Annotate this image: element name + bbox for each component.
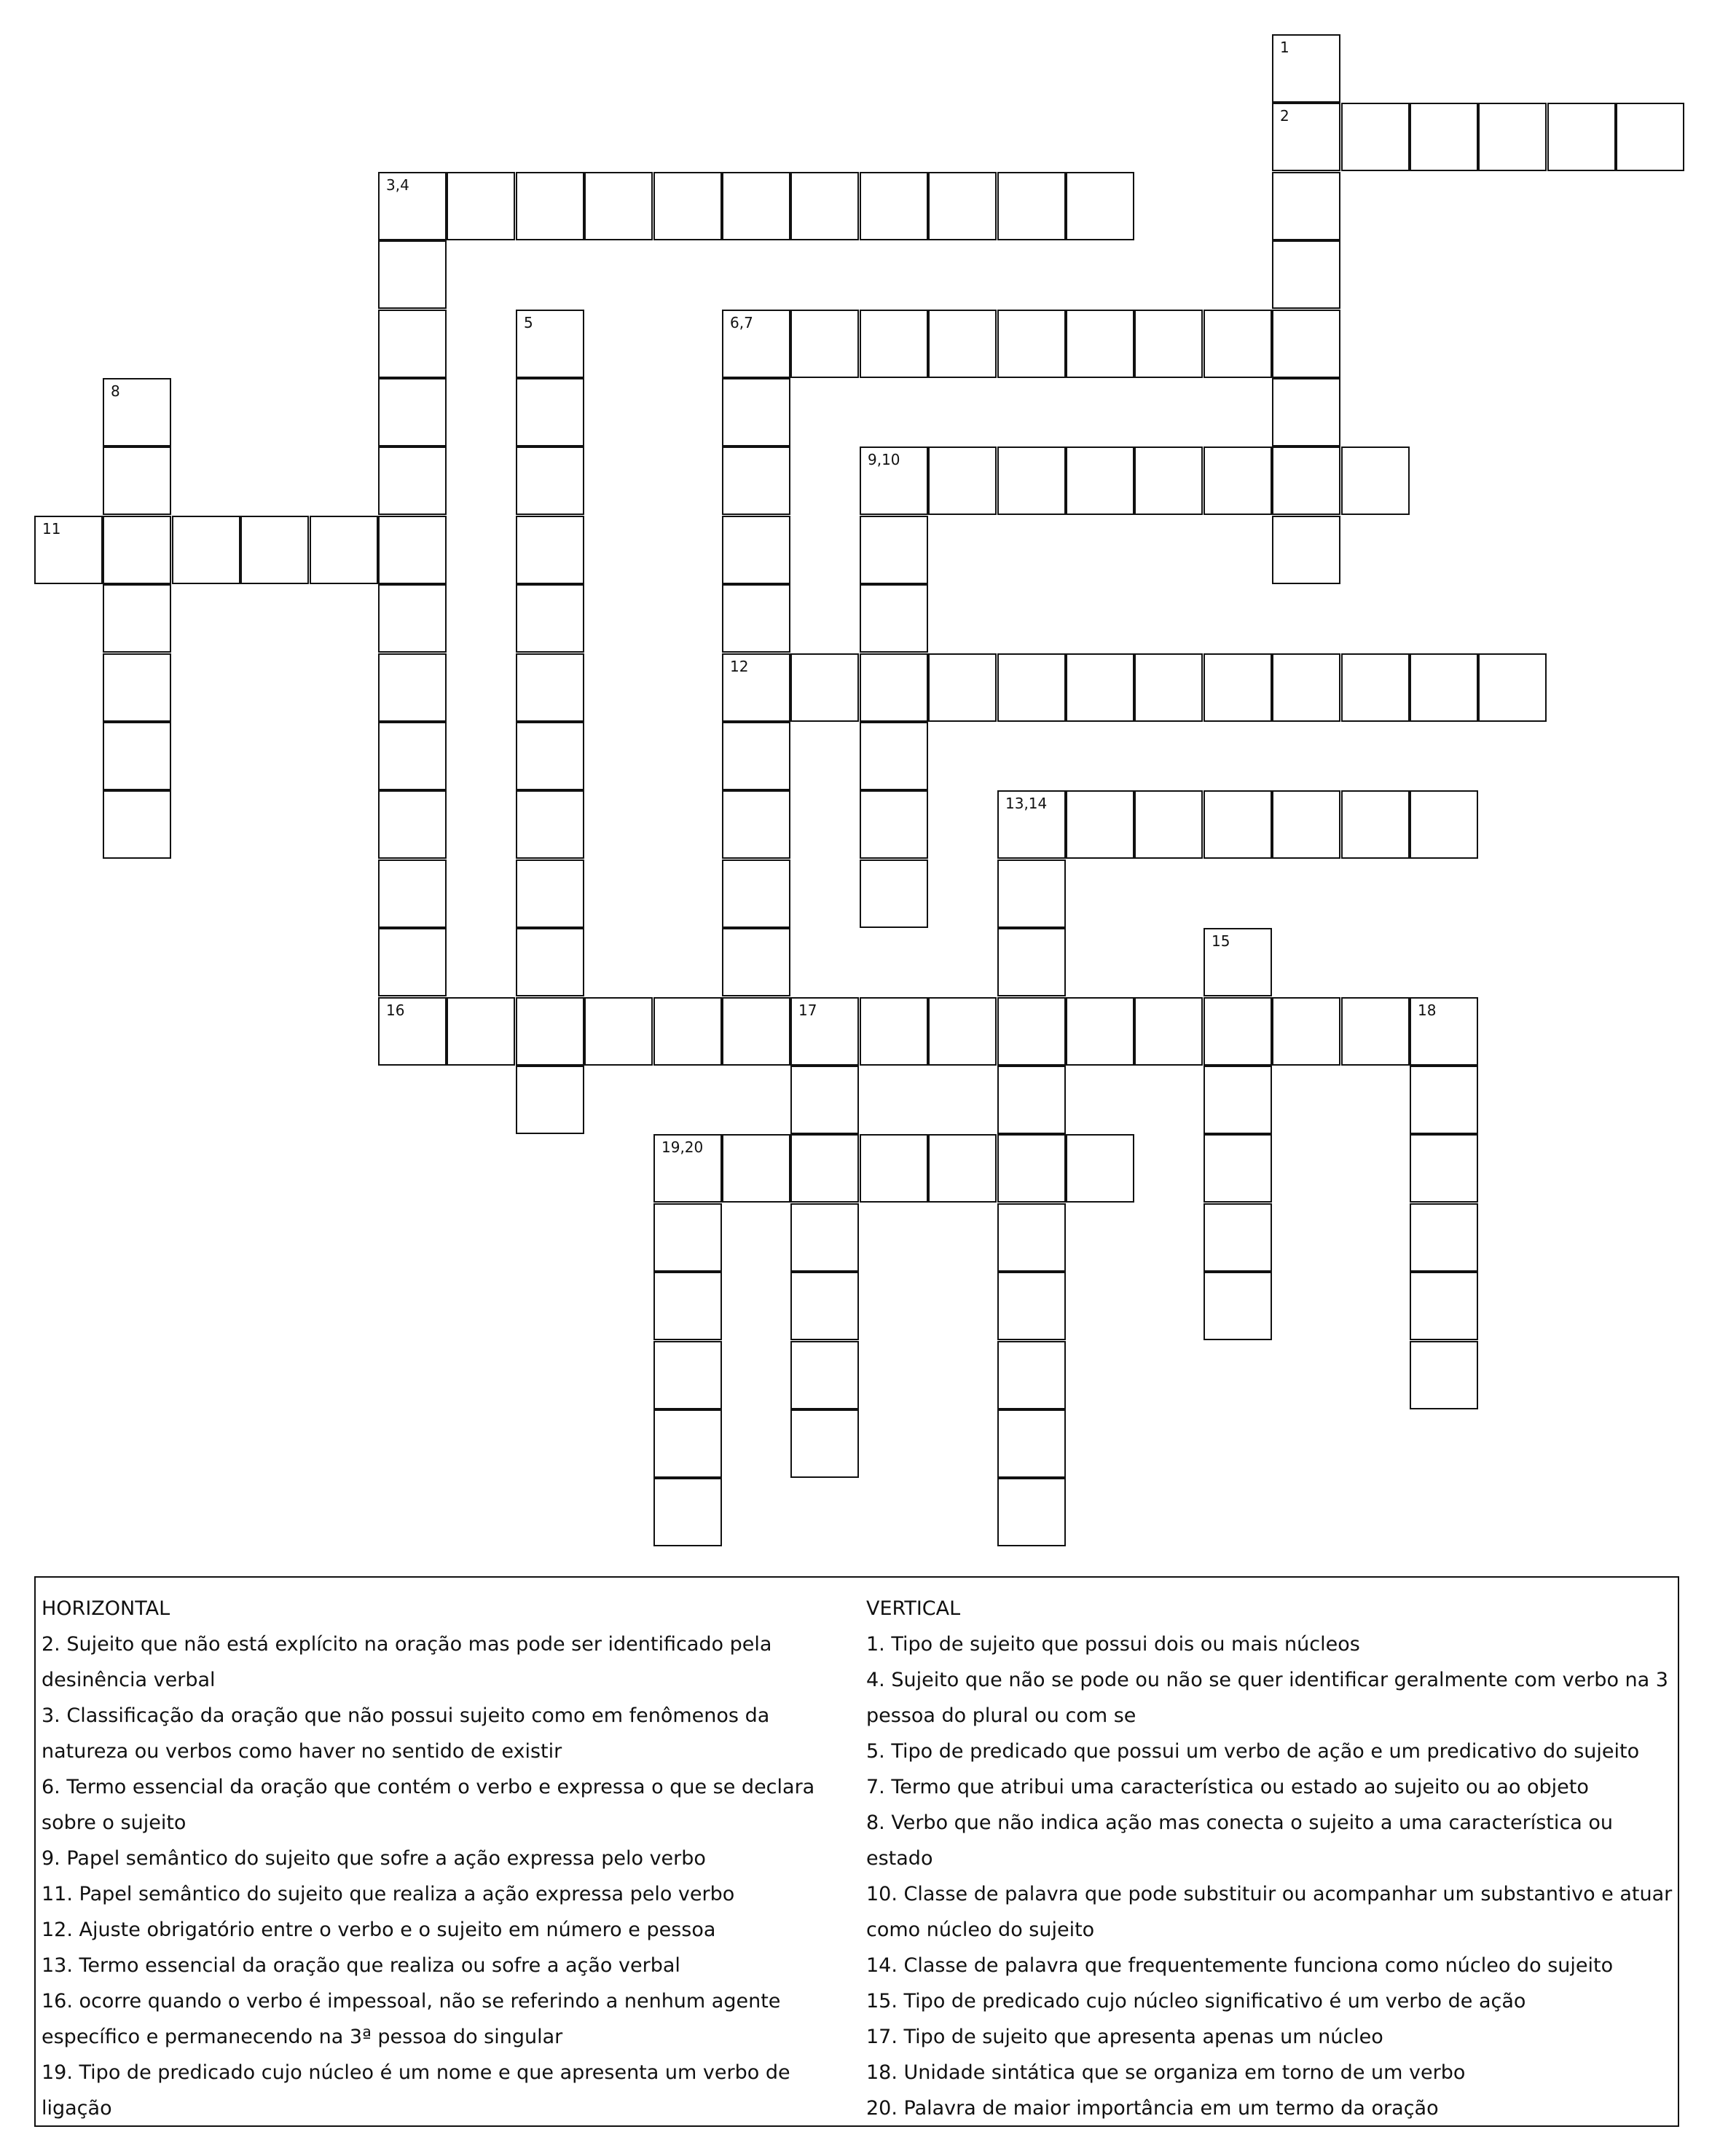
crossword-cell[interactable] bbox=[378, 516, 447, 584]
crossword-cell[interactable] bbox=[516, 790, 584, 859]
crossword-cell[interactable] bbox=[1410, 103, 1478, 171]
crossword-cell[interactable] bbox=[1203, 928, 1272, 996]
crossword-cell[interactable] bbox=[722, 310, 790, 378]
horizontal-clue: 11. Papel semântico do sujeito que realiza a ação expressa pelo verbo bbox=[42, 1883, 735, 1905]
crossword-cell[interactable] bbox=[997, 172, 1066, 240]
crossword-cell[interactable] bbox=[860, 446, 928, 515]
clue-number: 18 bbox=[1418, 1002, 1437, 1019]
crossword-cell[interactable] bbox=[1203, 997, 1272, 1066]
crossword-cell[interactable] bbox=[722, 584, 790, 653]
crossword-cell[interactable] bbox=[1272, 103, 1340, 171]
crossword-cell[interactable] bbox=[653, 1409, 722, 1478]
clue-list bbox=[34, 1576, 1679, 2127]
crossword-cell[interactable] bbox=[1134, 310, 1203, 378]
crossword-cell[interactable] bbox=[447, 997, 515, 1066]
crossword-cell[interactable] bbox=[516, 997, 584, 1066]
clue-number: 13,14 bbox=[1005, 795, 1048, 812]
crossword-cell[interactable] bbox=[722, 516, 790, 584]
crossword-cell[interactable] bbox=[1341, 446, 1410, 515]
horizontal-clue: 3. Classificação da oração que não possui sujeito como em fenômenos da natureza ou verbos como haver no sentido de existir bbox=[42, 1704, 770, 1763]
crossword-cell[interactable] bbox=[447, 172, 515, 240]
vertical-heading: VERTICAL bbox=[866, 1597, 961, 1620]
crossword-cell[interactable] bbox=[860, 790, 928, 859]
crossword-cell[interactable] bbox=[1341, 653, 1410, 722]
crossword-cell[interactable] bbox=[1478, 103, 1547, 171]
vertical-clue: 5. Tipo de predicado que possui um verbo de ação e um predicativo do sujeito bbox=[866, 1740, 1640, 1763]
crossword-cell[interactable] bbox=[790, 1409, 859, 1478]
crossword-cell[interactable] bbox=[103, 653, 171, 722]
crossword-cell[interactable] bbox=[653, 172, 722, 240]
crossword-cell[interactable] bbox=[790, 310, 859, 378]
crossword-cell[interactable] bbox=[722, 928, 790, 996]
crossword-cell[interactable] bbox=[860, 997, 928, 1066]
crossword-cell[interactable] bbox=[378, 240, 447, 309]
vertical-clue: 7. Termo que atribui uma característica ou estado ao sujeito ou ao objeto bbox=[866, 1776, 1589, 1798]
crossword-cell[interactable] bbox=[722, 790, 790, 859]
clue-number: 16 bbox=[386, 1002, 405, 1019]
crossword-cell[interactable] bbox=[928, 172, 997, 240]
crossword-cell[interactable] bbox=[378, 310, 447, 378]
crossword-cell[interactable] bbox=[378, 722, 447, 790]
crossword-cell[interactable] bbox=[1272, 516, 1340, 584]
crossword-cell[interactable] bbox=[378, 790, 447, 859]
clue-number: 2 bbox=[1280, 107, 1289, 125]
crossword-cell[interactable] bbox=[860, 859, 928, 928]
crossword-cell[interactable] bbox=[860, 1134, 928, 1203]
crossword-cell[interactable] bbox=[1616, 103, 1684, 171]
crossword-cell[interactable] bbox=[378, 584, 447, 653]
crossword-cell[interactable] bbox=[1272, 240, 1340, 309]
crossword-cell[interactable] bbox=[378, 859, 447, 928]
crossword-cell[interactable] bbox=[997, 1341, 1066, 1409]
crossword-cell[interactable] bbox=[1203, 1203, 1272, 1272]
crossword-cell[interactable] bbox=[516, 1066, 584, 1134]
horizontal-clue: 2. Sujeito que não está explícito na oração mas pode ser identificado pela desinência verbal bbox=[42, 1633, 772, 1691]
vertical-clues bbox=[866, 1591, 1675, 2126]
clue-number: 5 bbox=[524, 314, 533, 331]
crossword-cell[interactable] bbox=[1203, 310, 1272, 378]
crossword-cell[interactable] bbox=[1203, 1272, 1272, 1340]
crossword-cell[interactable] bbox=[103, 790, 171, 859]
crossword-cell[interactable] bbox=[1478, 653, 1547, 722]
crossword-cell[interactable] bbox=[103, 446, 171, 515]
crossword-cell[interactable] bbox=[860, 516, 928, 584]
crossword-cell[interactable] bbox=[1066, 446, 1134, 515]
crossword-cell[interactable] bbox=[928, 310, 997, 378]
crossword-cell[interactable] bbox=[928, 446, 997, 515]
crossword-cell[interactable] bbox=[1272, 446, 1340, 515]
crossword-cell[interactable] bbox=[378, 928, 447, 996]
clue-number: 9,10 bbox=[868, 451, 900, 468]
crossword-cell[interactable] bbox=[1410, 790, 1478, 859]
crossword-cell[interactable] bbox=[653, 997, 722, 1066]
vertical-clue: 20. Palavra de maior importância em um termo da oração bbox=[866, 2097, 1439, 2120]
crossword-cell[interactable] bbox=[722, 172, 790, 240]
crossword-cell[interactable] bbox=[722, 378, 790, 446]
crossword-cell[interactable] bbox=[1203, 1066, 1272, 1134]
crossword-cell[interactable] bbox=[378, 446, 447, 515]
crossword-cell[interactable] bbox=[378, 172, 447, 240]
clue-number: 8 bbox=[111, 382, 120, 400]
crossword-cell[interactable] bbox=[1341, 790, 1410, 859]
horizontal-clue: 12. Ajuste obrigatório entre o verbo e o sujeito em número e pessoa bbox=[42, 1919, 716, 1941]
vertical-clue: 18. Unidade sintática que se organiza em torno de um verbo bbox=[866, 2061, 1466, 2084]
crossword-cell[interactable] bbox=[997, 997, 1066, 1066]
crossword-cell[interactable] bbox=[860, 653, 928, 722]
crossword-cell[interactable] bbox=[1134, 446, 1203, 515]
crossword-cell[interactable] bbox=[1272, 34, 1340, 103]
clue-number: 11 bbox=[42, 520, 61, 538]
vertical-clue: 4. Sujeito que não se pode ou não se quer identificar geralmente com verbo na 3 pessoa do plural ou com se bbox=[866, 1669, 1668, 1727]
crossword-cell[interactable] bbox=[860, 172, 928, 240]
crossword-cell[interactable] bbox=[1066, 653, 1134, 722]
vertical-clue: 10. Classe de palavra que pode substituir ou acompanhar um substantivo e atuar como núcleo do sujeito bbox=[866, 1883, 1673, 1941]
vertical-clue: 14. Classe de palavra que frequentemente funciona como núcleo do sujeito bbox=[866, 1954, 1614, 1977]
crossword-cell[interactable] bbox=[516, 928, 584, 996]
vertical-clue: 1. Tipo de sujeito que possui dois ou mais núcleos bbox=[866, 1633, 1360, 1656]
crossword-cell[interactable] bbox=[1134, 653, 1203, 722]
crossword-cell[interactable] bbox=[722, 446, 790, 515]
crossword-cell[interactable] bbox=[1203, 1134, 1272, 1203]
clue-number: 1 bbox=[1280, 39, 1289, 56]
crossword-cell[interactable] bbox=[1410, 1203, 1478, 1272]
crossword-cell[interactable] bbox=[997, 1409, 1066, 1478]
crossword-cell[interactable] bbox=[997, 310, 1066, 378]
crossword-cell[interactable] bbox=[653, 1341, 722, 1409]
crossword-cell[interactable] bbox=[1547, 103, 1616, 171]
crossword-cell[interactable] bbox=[1066, 310, 1134, 378]
crossword-cell[interactable] bbox=[860, 722, 928, 790]
crossword-cell[interactable] bbox=[1410, 997, 1478, 1066]
crossword-cell[interactable] bbox=[1066, 997, 1134, 1066]
crossword-cell[interactable] bbox=[928, 653, 997, 722]
crossword-cell[interactable] bbox=[584, 997, 653, 1066]
crossword-cell[interactable] bbox=[790, 172, 859, 240]
crossword-cell[interactable] bbox=[860, 584, 928, 653]
crossword-cell[interactable] bbox=[584, 172, 653, 240]
crossword-cell[interactable] bbox=[1272, 653, 1340, 722]
horizontal-clue: 16. ocorre quando o verbo é impessoal, não se referindo a nenhum agente específico e permanecendo na 3ª pessoa do singular bbox=[42, 1990, 781, 2048]
crossword-cell[interactable] bbox=[1341, 103, 1410, 171]
crossword-cell[interactable] bbox=[997, 1203, 1066, 1272]
crossword-cell[interactable] bbox=[378, 653, 447, 722]
crossword-cell[interactable] bbox=[790, 1203, 859, 1272]
crossword-cell[interactable] bbox=[516, 653, 584, 722]
crossword-cell[interactable] bbox=[103, 378, 171, 446]
crossword-cell[interactable] bbox=[997, 859, 1066, 928]
crossword-cell[interactable] bbox=[653, 1134, 722, 1203]
crossword-cell[interactable] bbox=[997, 790, 1066, 859]
crossword-cell[interactable] bbox=[1134, 997, 1203, 1066]
crossword-cell[interactable] bbox=[997, 1478, 1066, 1546]
crossword-cell[interactable] bbox=[1203, 653, 1272, 722]
crossword-cell[interactable] bbox=[516, 584, 584, 653]
crossword-cell[interactable] bbox=[790, 997, 859, 1066]
crossword-cell[interactable] bbox=[722, 997, 790, 1066]
horizontal-clues bbox=[42, 1591, 857, 2126]
crossword-cell[interactable] bbox=[1272, 172, 1340, 240]
crossword-cell[interactable] bbox=[1272, 378, 1340, 446]
crossword-cell[interactable] bbox=[997, 446, 1066, 515]
crossword-cell[interactable] bbox=[1203, 446, 1272, 515]
crossword-cell[interactable] bbox=[1203, 790, 1272, 859]
crossword-cell[interactable] bbox=[997, 653, 1066, 722]
crossword-cell[interactable] bbox=[103, 722, 171, 790]
horizontal-clue: 9. Papel semântico do sujeito que sofre a ação expressa pelo verbo bbox=[42, 1847, 706, 1870]
horizontal-heading: HORIZONTAL bbox=[42, 1597, 170, 1620]
horizontal-clue: 13. Termo essencial da oração que realiza ou sofre a ação verbal bbox=[42, 1954, 680, 1977]
crossword-cell[interactable] bbox=[1066, 172, 1134, 240]
crossword-cell[interactable] bbox=[516, 378, 584, 446]
crossword-cell[interactable] bbox=[722, 722, 790, 790]
crossword-cell[interactable] bbox=[790, 1134, 859, 1203]
crossword-cell[interactable] bbox=[790, 1066, 859, 1134]
crossword-cell[interactable] bbox=[1066, 1134, 1134, 1203]
crossword-cell[interactable] bbox=[240, 516, 309, 584]
crossword-cell[interactable] bbox=[172, 516, 240, 584]
crossword-cell[interactable] bbox=[997, 1134, 1066, 1203]
clue-number: 17 bbox=[798, 1002, 817, 1019]
clue-number: 6,7 bbox=[730, 314, 753, 331]
vertical-clue: 15. Tipo de predicado cujo núcleo significativo é um verbo de ação bbox=[866, 1990, 1526, 2013]
crossword-cell[interactable] bbox=[378, 378, 447, 446]
horizontal-clue: 19. Tipo de predicado cujo núcleo é um nome e que apresenta um verbo de ligação bbox=[42, 2061, 790, 2120]
horizontal-clue: 6. Termo essencial da oração que contém o verbo e expressa o que se declara sobre o sujeito bbox=[42, 1776, 815, 1834]
crossword-cell[interactable] bbox=[516, 516, 584, 584]
clue-number: 12 bbox=[730, 658, 749, 675]
crossword-cell[interactable] bbox=[722, 653, 790, 722]
crossword-cell[interactable] bbox=[928, 1134, 997, 1203]
clue-number: 19,20 bbox=[661, 1138, 704, 1156]
crossword-cell[interactable] bbox=[1410, 1341, 1478, 1409]
crossword-cell[interactable] bbox=[516, 859, 584, 928]
clue-number: 3,4 bbox=[386, 176, 409, 194]
crossword-cell[interactable] bbox=[1272, 310, 1340, 378]
crossword-cell[interactable] bbox=[103, 516, 171, 584]
crossword-cell[interactable] bbox=[997, 1066, 1066, 1134]
crossword-cell[interactable] bbox=[516, 310, 584, 378]
crossword-cell[interactable] bbox=[1410, 1066, 1478, 1134]
crossword-cell[interactable] bbox=[310, 516, 378, 584]
crossword-cell[interactable] bbox=[1410, 653, 1478, 722]
crossword-cell[interactable] bbox=[653, 1272, 722, 1340]
crossword-cell[interactable] bbox=[722, 1134, 790, 1203]
crossword-cell[interactable] bbox=[516, 722, 584, 790]
crossword-cell[interactable] bbox=[860, 310, 928, 378]
crossword-cell[interactable] bbox=[34, 516, 103, 584]
crossword-cell[interactable] bbox=[997, 928, 1066, 996]
vertical-clue: 8. Verbo que não indica ação mas conecta o sujeito a uma característica ou estado bbox=[866, 1811, 1613, 1870]
vertical-clue: 17. Tipo de sujeito que apresenta apenas um núcleo bbox=[866, 2026, 1383, 2048]
clue-number: 15 bbox=[1212, 932, 1230, 950]
crossword-cell[interactable] bbox=[103, 584, 171, 653]
crossword-cell[interactable] bbox=[653, 1478, 722, 1546]
crossword-cell[interactable] bbox=[1272, 997, 1340, 1066]
crossword-cell[interactable] bbox=[1272, 790, 1340, 859]
crossword-cell[interactable] bbox=[516, 172, 584, 240]
crossword-cell[interactable] bbox=[653, 1203, 722, 1272]
crossword-cell[interactable] bbox=[1134, 790, 1203, 859]
crossword-cell[interactable] bbox=[1341, 997, 1410, 1066]
crossword-cell[interactable] bbox=[722, 859, 790, 928]
crossword-cell[interactable] bbox=[1066, 790, 1134, 859]
crossword-cell[interactable] bbox=[790, 653, 859, 722]
crossword-cell[interactable] bbox=[1410, 1134, 1478, 1203]
crossword-cell[interactable] bbox=[928, 997, 997, 1066]
crossword-cell[interactable] bbox=[790, 1272, 859, 1340]
crossword-cell[interactable] bbox=[1410, 1272, 1478, 1340]
crossword-cell[interactable] bbox=[378, 997, 447, 1066]
crossword-cell[interactable] bbox=[790, 1341, 859, 1409]
crossword-cell[interactable] bbox=[997, 1272, 1066, 1340]
crossword-cell[interactable] bbox=[516, 446, 584, 515]
